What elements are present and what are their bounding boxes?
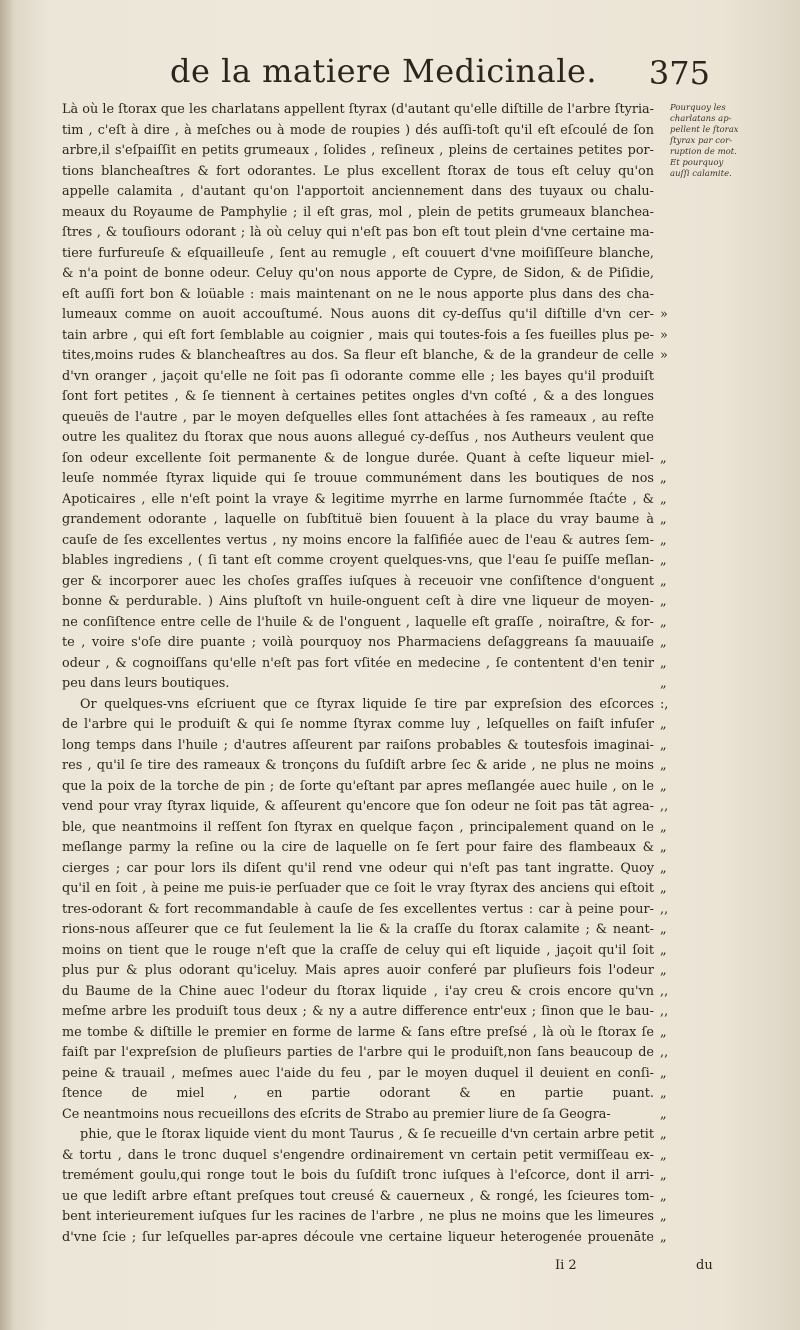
quote-mark: „ — [660, 655, 667, 671]
page-number: 375 — [648, 54, 710, 92]
text-line: res , qu'il ſe tire des rameaux & tronçons du ſuſdiſt arbre ſec & aride , ne plus ne moins — [62, 758, 654, 773]
text-line: que la poix de la torche de pin ; de ſorte qu'eſtant par apres meſlangée auec huile , on le — [62, 778, 654, 794]
quote-mark: „ — [660, 471, 667, 486]
quote-mark: ,, — [660, 799, 669, 814]
text-line: arbre,il s'eſpaiſſit en petits grumeaux , ſolides , reſineux , pleins de certaines petites por- — [62, 143, 654, 158]
margin-note-line: charlatans ap- — [670, 114, 732, 124]
quote-mark — [660, 285, 690, 306]
text-line: Ce neantmoins nous recueillons des eſcrits de Strabo au premier liure de ſa Geogra- — [62, 1106, 611, 1122]
text-line: ger & incorporer auec les choſes graſſes iuſques à receuoir vne conſiſtence d'onguent — [62, 573, 654, 589]
text-line: vend pour vray ſtyrax liquide, & aſſeurent qu'encore que ſon odeur ne ſoit pas tāt agrea- — [62, 799, 654, 814]
quote-mark — [660, 264, 690, 285]
quote-mark: „ — [660, 1147, 667, 1163]
quote-mark: :, — [660, 696, 669, 712]
text-line: queuës de l'autre , par le moyen deſquelles elles ſont attachées à ſes rameaux , au reſte — [62, 409, 654, 425]
text-line: ſtres , & touſiours odorant ; là où celuy qui n'eſt pas bon eſt tout plein d'vne certaine ma- — [62, 225, 654, 240]
margin-note — [670, 103, 790, 180]
text-line: rions-nous aſſeurer que ce fut ſeulement la lie & la craſſe du ſtorax calamite ; & neant- — [62, 922, 654, 937]
text-line: ne conſiſtence entre celle de l'huile & de l'onguent , laquelle eſt graſſe , noiraſtre, & for- — [62, 614, 654, 630]
text-line: ue que lediſt arbre eſtant preſques tout creusé & cauerneux , & rongé, les ſcieures tom- — [62, 1188, 654, 1204]
margin-note-line: Et pourquoy — [670, 158, 724, 168]
quote-mark: „ — [660, 881, 667, 896]
page-header — [170, 52, 710, 96]
quote-mark: ,, — [660, 983, 669, 999]
quote-mark: „ — [660, 1106, 667, 1122]
quote-mark: „ — [660, 922, 667, 937]
text-line: tites,moins rudes & blancheaſtres au dos. Sa fleur eſt blanche, & de la grandeur de celle — [62, 348, 654, 363]
quote-mark: „ — [660, 635, 667, 650]
text-line: d'vn oranger , jaçoit qu'elle ne ſoit pas ſi odorante comme elle ; les bayes qu'il produiſt — [62, 368, 654, 384]
text-line: tremément goulu,qui ronge tout le bois du ſuſdiſt tronc iuſques à l'eſcorce, dont il arri- — [62, 1168, 654, 1183]
text-line: grandement odorante , laquelle on ſubſtituë bien ſouuent à la place du vray baume à — [62, 512, 654, 527]
text-line: cauſe de ſes excellentes vertus , ny moins encore la falſifiée auec de l'eau & autres ſem- — [62, 532, 654, 548]
text-line: meaux du Royaume de Pamphylie ; il eſt gras, mol , plein de petits grumeaux blanchea- — [62, 204, 654, 220]
quote-mark: „ — [660, 819, 667, 835]
margin-note-line: pellent le ſtorax — [670, 125, 739, 135]
quote-mark: ,, — [660, 1045, 669, 1060]
text-line: & n'a point de bonne odeur. Celuy qu'on nous apporte de Cypre, de Sidon, & de Piſidie, — [62, 266, 654, 281]
text-line: faiſt par l'expreſsion de pluſieurs parties de l'arbre qui le produiſt,non ſans beaucoup de — [62, 1045, 654, 1060]
text-line: Or quelques-vns eſcriuent que ce ſtyrax liquide ſe tire par expreſsion des eſcorces — [80, 696, 654, 712]
margin-note-line: ruption de mot. — [670, 147, 737, 157]
quote-mark: „ — [660, 1065, 667, 1081]
quote-mark — [660, 367, 690, 388]
text-line: peine & trauail , meſmes auec l'aide du feu , par le moyen duquel il deuient en conſi- — [62, 1065, 654, 1081]
quote-mark: „ — [660, 963, 667, 978]
text-line: tres-odorant & fort recommandable à cauſe de ſes excellentes vertus : car à peine pour- — [62, 901, 654, 917]
quote-mark — [660, 244, 690, 265]
text-line: qu'il en ſoit , à peine me puis-ie perſuader que ce ſoit le vray ſtyrax des anciens qui eſtoit — [62, 881, 654, 896]
text-line: tiere furfureuſe & eſquailleuſe , ſent au remugle , eſt couuert d'vne moiſiſſeure blanche, — [62, 245, 654, 261]
text-line: & tortu , dans le tronc duquel s'engendre ordinairement vn certain petit vermiſſeau ex- — [62, 1147, 654, 1163]
quote-mark: „ — [660, 1168, 667, 1183]
text-line: appelle calamita , d'autant qu'on l'apportoit anciennement dans des tuyaux ou chalu- — [62, 184, 654, 199]
text-line: tain arbre , qui eſt fort ſemblable au coignier , mais qui toutes-fois a ſes fueilles plus pe- — [62, 327, 654, 343]
quote-mark — [660, 223, 690, 244]
text-line: plus pur & plus odorant qu'iceluy. Mais apres auoir conferé par pluſieurs fois l'odeur — [62, 963, 654, 978]
text-line: du Baume de la Chine auec l'odeur du ſtorax liquide , i'ay creu & crois encore qu'vn — [62, 983, 654, 999]
quote-mark: „ — [660, 1086, 667, 1101]
text-line: ſont fort petites , & ſe tiennent à certaines petites ongles d'vn coſté , & a des longues — [62, 389, 654, 404]
text-line: bonne & perdurable. ) Ains pluſtoſt vn huile-onguent ceſt à dire vne liqueur de moyen- — [62, 594, 654, 609]
text-line: de l'arbre qui le produiſt & qui ſe nomme ſtyrax comme luy , leſquelles on faiſt infuſer — [62, 717, 654, 732]
quote-mark — [660, 408, 690, 429]
quote-mark — [660, 182, 690, 203]
text-line: me tombe & diſtille le premier en forme de larme & ſans eſtre preſsé , là où le ſtorax ſe — [62, 1024, 654, 1040]
text-line: outre les qualitez du ſtorax que nous auons allegué cy-deſſus , nos Autheurs veulent que — [62, 430, 654, 445]
quote-mark — [660, 387, 690, 408]
quote-mark: „ — [660, 594, 667, 609]
quote-mark — [660, 428, 690, 449]
margin-note-line: Pourquoy les — [670, 103, 726, 113]
text-line: tim , c'eſt à dire , à meſches ou à mode de roupies ) dés auſſi-toſt qu'il eſt eſcoulé de ſon — [62, 122, 654, 138]
quote-mark: „ — [660, 532, 667, 548]
quote-mark: „ — [660, 737, 667, 753]
text-line: meſme arbre les produiſt tous deux ; & ny a autre difference entr'eux ; ſinon que le bau- — [62, 1004, 654, 1019]
text-line: moins on tient que le rouge n'eſt que la craſſe de celuy qui eſt liquide , jaçoit qu'il ſoit — [62, 942, 654, 958]
running-title: de la matiere Medicinale. — [170, 52, 598, 90]
quote-mark: „ — [660, 840, 667, 855]
text-line: blables ingrediens , ( ſi tant eſt comme croyent quelques-vns, que l'eau ſe puiſſe meſlan- — [62, 553, 654, 568]
text-line: ble, que neantmoins il reſſent ſon ſtyrax en quelque façon , principalement quand on le — [62, 819, 654, 835]
text-line: bent interieurement iuſques ſur les racines de l'arbre , ne plus ne moins que les limeures — [62, 1209, 654, 1224]
quote-mark: „ — [660, 860, 667, 876]
quote-mark: „ — [660, 1229, 667, 1245]
text-line: eſt auſſi fort bon & loüable : mais maintenant on ne le nous apporte plus dans des cha- — [62, 286, 654, 302]
quote-mark: „ — [660, 1209, 667, 1224]
quote-mark: » — [660, 348, 668, 363]
text-line: meſlange parmy la reſine ou la cire de laquelle on ſe ſert pour faire des flambeaux & — [62, 840, 654, 855]
quote-mark: „ — [660, 573, 667, 589]
text-line: d'vne ſcie ; ſur leſquelles par-apres découle vne certaine liqueur heterogenée prouenāte — [62, 1229, 654, 1245]
quote-mark: ,, — [660, 1004, 669, 1019]
signature-mark: Ii 2 — [555, 1258, 577, 1273]
text-line: Là où le ſtorax que les charlatans appellent ſtyrax (d'autant qu'elle diſtille de l'arbre ſtyria- — [62, 102, 654, 117]
quote-mark: „ — [660, 1127, 667, 1142]
quote-mark: „ — [660, 717, 667, 732]
quote-mark: » — [660, 307, 668, 322]
text-line: te , voire s'oſe dire puante ; voilà pourquoy nos Pharmaciens deſaggreans ſa mauuaiſe — [62, 635, 654, 650]
text-line: tions blancheaſtres & fort odorantes. Le plus excellent ſtorax de tous eſt celuy qu'on — [62, 163, 654, 179]
main-text — [62, 100, 654, 1248]
quote-mark: „ — [660, 450, 667, 466]
quote-mark: „ — [660, 942, 667, 958]
text-line: long temps dans l'huile ; d'autres aſſeurent par raiſons probables & toutesfois imaginai- — [62, 737, 654, 753]
text-line: lumeaux comme on auoit accouſtumé. Nous auons dit cy-deſſus qu'il diſtille d'vn cer- — [62, 307, 654, 322]
text-line: Apoticaires , elle n'eſt point la vraye & legitime myrrhe en larme ſurnommée ſtaćte , & — [62, 491, 654, 507]
text-line: ſtence de miel , en partie odorant & en partie puant. — [62, 1086, 654, 1101]
text-line: ſon odeur excellente ſoit permanente & de longue durée. Quant à ceſte liqueur miel- — [62, 450, 654, 466]
quote-mark: » — [660, 327, 668, 343]
quote-mark: „ — [660, 491, 667, 507]
quote-mark: „ — [660, 553, 667, 568]
text-line: cierges ; car pour lors ils diſent qu'il rend vne odeur qui n'eſt pas tant ingratte. Quoy — [62, 860, 654, 876]
quotation-marks-column — [660, 100, 690, 1248]
quote-mark: ,, — [660, 901, 669, 917]
quote-mark: „ — [660, 676, 667, 691]
quote-mark — [660, 203, 690, 224]
quote-mark: „ — [660, 778, 667, 794]
text-line: odeur , & cognoiſſans qu'elle n'eſt pas fort vſitée en medecine , ſe contentent d'en tenir — [62, 655, 654, 671]
margin-note-line: auſſi calamite. — [670, 169, 732, 179]
quote-mark: „ — [660, 1024, 667, 1040]
quote-mark: „ — [660, 758, 667, 773]
text-line: leuſe nommée ſtyrax liquide qui ſe trouue communément dans les boutiques de nos — [62, 471, 654, 486]
catchword: du — [696, 1258, 713, 1273]
page-gutter-shadow — [0, 0, 14, 1330]
quote-mark: „ — [660, 614, 667, 630]
text-line: phie, que le ſtorax liquide vient du mont Taurus , & ſe recueille d'vn certain arbre petit — [80, 1127, 654, 1142]
margin-note-line: ſtyrax par cor- — [670, 136, 733, 146]
quote-mark: „ — [660, 512, 667, 527]
text-line: peu dans leurs boutiques. — [62, 676, 230, 691]
quote-mark: „ — [660, 1188, 667, 1204]
